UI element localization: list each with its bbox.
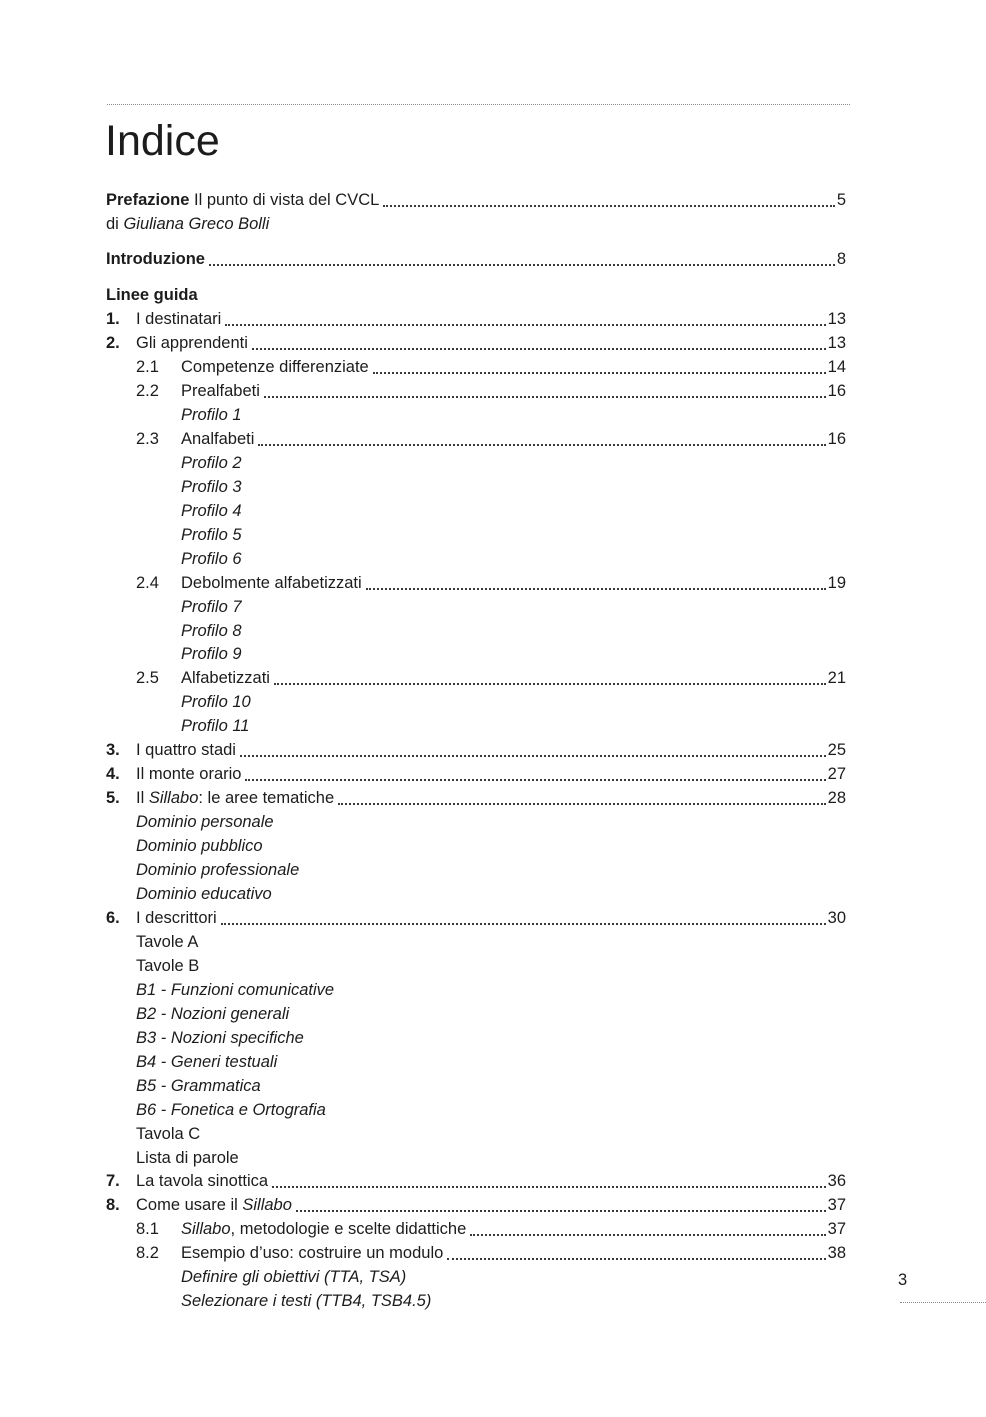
toc-entry-text: Come usare il xyxy=(136,1196,243,1214)
toc-entry-text: Profilo 5 xyxy=(181,526,242,544)
toc-entry-text: Gli apprendenti xyxy=(136,334,248,352)
toc-entry-text: Profilo 1 xyxy=(181,406,242,424)
toc-entry-number: 4. xyxy=(106,765,120,783)
toc-entry[interactable] xyxy=(106,762,846,786)
toc-entry-label xyxy=(136,810,274,834)
toc-entry-label xyxy=(181,642,242,666)
toc-entry-label xyxy=(136,858,299,882)
toc-entry xyxy=(136,930,846,954)
toc-entry xyxy=(106,212,846,236)
toc-entry-label xyxy=(136,1002,289,1026)
toc-entry-text: Profilo 10 xyxy=(181,693,251,711)
toc-entry xyxy=(181,523,846,547)
toc-entry-label xyxy=(136,786,334,810)
toc-entry xyxy=(181,475,846,499)
toc-entry-text: Lista di parole xyxy=(136,1149,239,1167)
dot-leader xyxy=(447,1258,825,1260)
toc-entry xyxy=(136,1002,846,1026)
toc-entry-text: Alfabetizzati xyxy=(181,669,270,687)
toc-entry-text: Dominio personale xyxy=(136,813,274,831)
toc-entry-label xyxy=(181,475,242,499)
dot-leader xyxy=(240,755,826,757)
toc-entry xyxy=(136,1122,846,1146)
dot-leader xyxy=(225,324,825,326)
toc-entry-page: 8 xyxy=(836,250,846,268)
toc-entry-text: La tavola sinottica xyxy=(136,1172,269,1190)
toc-entry-text: B4 - Generi testuali xyxy=(136,1053,278,1071)
toc-entry-number: 2.3 xyxy=(136,430,159,448)
toc-entry-number: 3. xyxy=(106,741,120,759)
dot-leader xyxy=(373,372,826,374)
toc-entry-text: Profilo 6 xyxy=(181,550,242,568)
toc-entry-text: Profilo 9 xyxy=(181,645,242,663)
toc-entry-label xyxy=(136,1146,239,1170)
toc-entry-text: B6 - Fonetica e Ortografia xyxy=(136,1101,326,1119)
toc-entry-page: 16 xyxy=(827,382,846,400)
toc-entry-number: 2.2 xyxy=(136,382,159,400)
toc-entry-page: 16 xyxy=(827,430,846,448)
toc-entry-page: 28 xyxy=(827,789,846,807)
toc-entry-number: 1. xyxy=(106,310,120,328)
toc-entry-label xyxy=(181,1289,431,1313)
toc-entry-number: 2.5 xyxy=(136,669,159,687)
toc-entry-text: Tavole B xyxy=(136,957,200,975)
toc-entry-text: B3 - Nozioni specifiche xyxy=(136,1029,304,1047)
toc-entry xyxy=(181,1265,846,1289)
toc-entry-label xyxy=(136,1026,304,1050)
toc-entry[interactable] xyxy=(106,906,846,930)
toc-entry-text: di xyxy=(106,215,124,233)
toc-entry[interactable] xyxy=(106,738,846,762)
toc-entry-label xyxy=(106,212,269,236)
toc-entry-text: Sillabo xyxy=(148,789,199,807)
toc-entry-text: Analfabeti xyxy=(181,430,255,448)
toc-entry xyxy=(181,714,846,738)
toc-entry xyxy=(181,642,846,666)
toc-entry-label xyxy=(181,619,242,643)
toc-entry-label xyxy=(181,499,242,523)
toc-entry-text: Competenze differenziate xyxy=(181,358,369,376)
toc-entry xyxy=(136,1074,846,1098)
dot-leader xyxy=(383,205,835,207)
toc-entry-text: Tavola C xyxy=(136,1125,201,1143)
toc-entry-text: I descrittori xyxy=(136,909,217,927)
toc-entry-label xyxy=(136,331,248,355)
toc-entry-label xyxy=(106,283,198,307)
toc-entry-label xyxy=(181,547,242,571)
toc-entry xyxy=(181,690,846,714)
toc-entry-label xyxy=(181,1217,466,1241)
toc-entry[interactable] xyxy=(136,666,846,690)
toc-entry-number: 7. xyxy=(106,1172,120,1190)
toc-entry-text: I destinatari xyxy=(136,310,222,328)
toc-entry-label xyxy=(106,247,205,271)
dot-leader xyxy=(245,779,825,781)
toc-entry[interactable] xyxy=(136,571,846,595)
toc-entry-label xyxy=(181,451,242,475)
dot-leader xyxy=(338,803,826,805)
toc-entry-label xyxy=(136,307,221,331)
toc-entry-text: Sillabo xyxy=(181,1220,231,1238)
toc-entry xyxy=(136,1050,846,1074)
toc-entry-text: Dominio pubblico xyxy=(136,837,263,855)
toc-entry-number: 8.2 xyxy=(136,1244,159,1262)
toc-entry[interactable] xyxy=(136,355,846,379)
toc-entry xyxy=(136,1146,846,1170)
toc-entry-label xyxy=(181,571,362,595)
corner-divider xyxy=(900,1302,986,1303)
toc-entry[interactable] xyxy=(106,1169,846,1193)
toc-entry[interactable] xyxy=(136,427,846,451)
toc-entry[interactable] xyxy=(106,307,846,331)
toc-entry-number: 8. xyxy=(106,1196,120,1214)
toc-entry-page: 14 xyxy=(827,358,846,376)
toc-entry-label xyxy=(136,882,272,906)
toc-entry-text: Profilo 11 xyxy=(181,717,250,735)
dot-leader xyxy=(296,1210,826,1212)
toc-entry xyxy=(181,403,846,427)
toc-entry[interactable] xyxy=(136,379,846,403)
toc-entry xyxy=(136,834,846,858)
top-divider xyxy=(107,104,850,105)
toc-entry-text: Dominio educativo xyxy=(136,885,272,903)
toc-entry-number: 5. xyxy=(106,789,120,807)
toc-entry-label xyxy=(181,690,251,714)
toc-entry-label xyxy=(181,403,242,427)
toc-entry xyxy=(181,547,846,571)
dot-leader xyxy=(221,923,826,925)
toc-entry-text: Il monte orario xyxy=(136,765,242,783)
toc-entry xyxy=(136,954,846,978)
toc-entry-label xyxy=(136,1050,277,1074)
toc-entry-label xyxy=(136,978,334,1002)
toc-entry-text: Definire gli obiettivi (TTA, TSA) xyxy=(181,1268,407,1286)
toc-entry-text: B5 - Grammatica xyxy=(136,1077,261,1095)
toc-entry-number: 2.1 xyxy=(136,358,159,376)
toc-entry-page: 27 xyxy=(827,765,846,783)
toc-entry xyxy=(181,595,846,619)
toc-entry xyxy=(136,810,846,834)
toc-entry-number: 8.1 xyxy=(136,1220,159,1238)
toc-entry-label xyxy=(181,523,242,547)
toc-entry xyxy=(106,283,846,307)
toc-entry-text: Il punto di vista del CVCL xyxy=(189,191,380,209)
toc-entry-label xyxy=(136,1122,200,1146)
toc-entry-label xyxy=(181,1241,443,1265)
dot-leader xyxy=(252,348,826,350)
toc-entry-label xyxy=(181,1265,406,1289)
toc-entry-number: 2. xyxy=(106,334,120,352)
toc-entry-text: B2 - Nozioni generali xyxy=(136,1005,290,1023)
toc-entry-text: Il xyxy=(136,789,149,807)
toc-entry-text: Profilo 2 xyxy=(181,454,242,472)
toc-entry-label xyxy=(136,1193,292,1217)
dot-leader xyxy=(366,588,826,590)
toc-entry-text: Tavole A xyxy=(136,933,199,951)
dot-leader xyxy=(264,396,826,398)
toc-entry-text: Introduzione xyxy=(106,250,205,268)
toc-entry-text: Profilo 8 xyxy=(181,622,242,640)
toc-entry-text: Linee guida xyxy=(106,286,198,304)
toc-entry-text: Profilo 7 xyxy=(181,598,242,616)
toc-entry-text: : le aree tematiche xyxy=(198,789,335,807)
toc-entry-label xyxy=(136,930,198,954)
toc-entry-text: Profilo 3 xyxy=(181,478,242,496)
toc-entry-label xyxy=(136,762,241,786)
toc-entry-label xyxy=(181,379,260,403)
toc-entry xyxy=(181,619,846,643)
toc-entry[interactable] xyxy=(106,1193,846,1217)
toc-entry-text: Sillabo xyxy=(242,1196,292,1214)
toc-entry xyxy=(136,978,846,1002)
toc-entry-number: 2.4 xyxy=(136,574,159,592)
toc-entry xyxy=(136,1098,846,1122)
dot-leader xyxy=(274,683,826,685)
toc-entry[interactable] xyxy=(106,331,846,355)
toc-entry-text: I quattro stadi xyxy=(136,741,236,759)
toc-entry-page: 30 xyxy=(827,909,846,927)
toc-entry-label xyxy=(136,1169,268,1193)
toc-entry-label xyxy=(136,1074,261,1098)
toc-entry-text: Giuliana Greco Bolli xyxy=(123,215,270,233)
toc-entry-label xyxy=(181,427,254,451)
toc-entry xyxy=(181,499,846,523)
dot-leader xyxy=(470,1234,825,1236)
toc-entry[interactable] xyxy=(136,1241,846,1265)
toc-entry xyxy=(136,1026,846,1050)
toc-entry-text: Dominio professionale xyxy=(136,861,300,879)
toc-entry-text: Prealfabeti xyxy=(181,382,260,400)
dot-leader xyxy=(272,1186,826,1188)
toc-entry xyxy=(136,858,846,882)
toc-entry-page: 19 xyxy=(827,574,846,592)
toc-entry xyxy=(181,451,846,475)
toc-entry-page: 25 xyxy=(827,741,846,759)
toc-entry-page: 37 xyxy=(827,1196,846,1214)
dot-leader xyxy=(209,264,835,266)
toc-entry[interactable] xyxy=(106,188,846,212)
toc-entry-text: , metodologie e scelte didattiche xyxy=(230,1220,467,1238)
toc-entry xyxy=(136,882,846,906)
toc-entry-label xyxy=(106,188,379,212)
toc-entry-text: Selezionare i testi (TTB4, TSB4.5) xyxy=(181,1292,432,1310)
toc-entry-page: 38 xyxy=(827,1244,846,1262)
toc-entry-label xyxy=(136,954,199,978)
page-title: Indice xyxy=(105,117,220,165)
dot-leader xyxy=(258,444,825,446)
toc-entry-label xyxy=(136,738,236,762)
toc-entry-text: Profilo 4 xyxy=(181,502,242,520)
toc-entry[interactable] xyxy=(106,247,846,271)
toc-entry[interactable] xyxy=(106,786,846,810)
toc-entry-page: 13 xyxy=(827,310,846,328)
toc-entry-text: Prefazione xyxy=(106,191,190,209)
page-number: 3 xyxy=(898,1271,908,1289)
toc-entry-page: 21 xyxy=(827,669,846,687)
toc-entry-label xyxy=(181,355,369,379)
toc-entry-number: 6. xyxy=(106,909,120,927)
toc-entry-label xyxy=(181,714,249,738)
toc-entry-page: 13 xyxy=(827,334,846,352)
toc-entry-text: B1 - Funzioni comunicative xyxy=(136,981,335,999)
toc-entry-label xyxy=(181,666,270,690)
toc-entry-label xyxy=(136,906,217,930)
toc-entry-text: Debolmente alfabetizzati xyxy=(181,574,362,592)
toc-entry xyxy=(181,1289,846,1313)
toc-entry[interactable] xyxy=(136,1217,846,1241)
toc-entry-label xyxy=(181,595,242,619)
toc-entry-page: 5 xyxy=(836,191,846,209)
toc-entry-page: 37 xyxy=(827,1220,846,1238)
toc-entry-label xyxy=(136,834,263,858)
toc-entry-page: 36 xyxy=(827,1172,846,1190)
toc-entry-label xyxy=(136,1098,326,1122)
toc-entry-text: Esempio d’uso: costruire un modulo xyxy=(181,1244,444,1262)
